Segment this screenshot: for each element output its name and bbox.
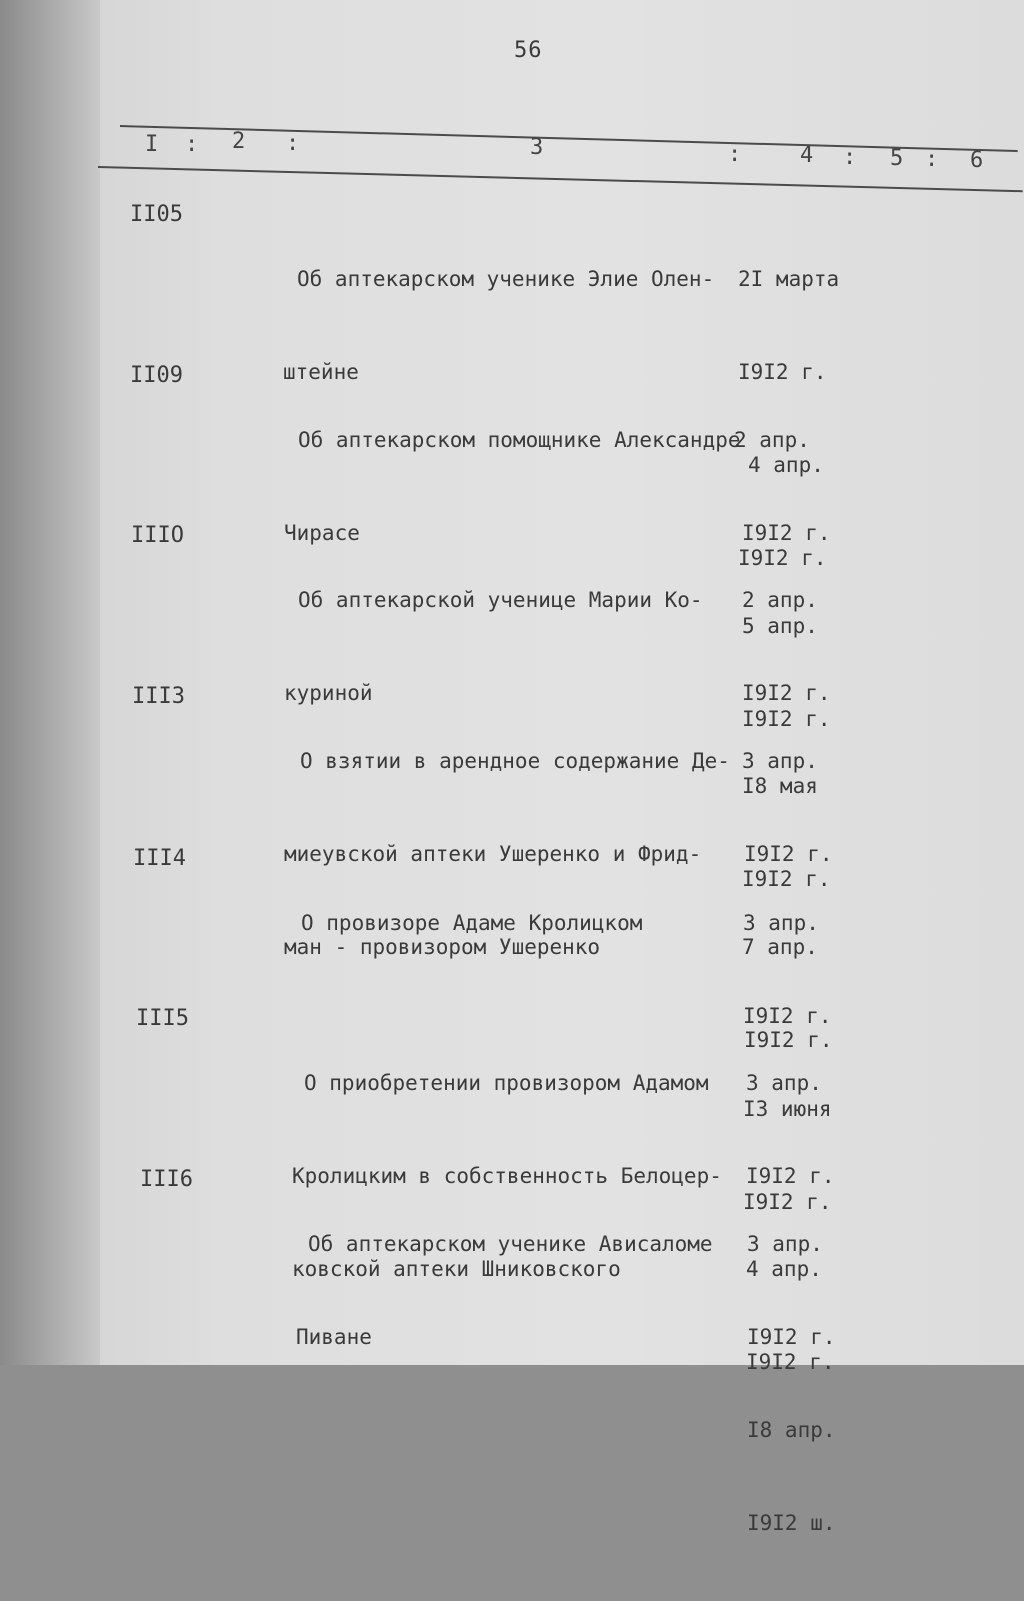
entry-number: II09 <box>130 363 183 388</box>
entry-title-line: Чирасе <box>284 521 360 545</box>
entry-date-line: 7 апр. <box>742 935 818 959</box>
entry-title <box>296 1167 746 1415</box>
page-number: 56 <box>514 38 543 63</box>
column-4-number: 4 <box>800 143 814 168</box>
entry-date-line: I9I2 г. <box>738 360 827 384</box>
column-3-number: 3 <box>530 135 544 160</box>
entry-date-line: I8 апр. <box>747 1418 836 1442</box>
entry-date-line: I9I2 ш. <box>747 1511 836 1535</box>
entry-title-line: О провизоре Адаме Кролицком <box>301 911 643 935</box>
entry-title-line: Кролицким в собственность Белоцер- <box>292 1164 722 1188</box>
book-gutter <box>0 0 100 1365</box>
entry-dates <box>747 1167 836 1601</box>
entry-title-line: О взятии в арендное содержание Де- <box>300 749 730 773</box>
entry-number: III5 <box>136 1006 189 1031</box>
header-top-rule <box>120 125 1018 152</box>
entry-number: III3 <box>132 684 185 709</box>
entry-date-line: 2 апр. <box>742 588 818 612</box>
entry-date-line: I9I2 г. <box>742 521 831 545</box>
entry-title-line: миеувской аптеки Ушеренко и Фрид- <box>284 842 702 866</box>
entry-date-line: I9I2 г. <box>744 1028 833 1052</box>
entry-date-line: I3 июня <box>743 1097 832 1121</box>
entry-date-line: 4 апр. <box>748 453 824 477</box>
entry-date-line: 2 апр. <box>734 428 810 452</box>
entry-title-line: Об аптекарском ученике Элие Олен- <box>297 267 715 291</box>
entry-date-line: I9I2 г. <box>742 707 831 731</box>
entry-title-line: О приобретении провизором Адамом <box>304 1071 709 1095</box>
entry-title-line: Об аптекарском помощнике Александре <box>298 428 741 452</box>
entry-date-line: I8 мая <box>742 774 818 798</box>
header-bottom-rule <box>98 166 1023 192</box>
column-6-number: 6 <box>970 148 984 173</box>
column-1-number: I <box>145 132 159 157</box>
column-separator: : <box>843 145 857 170</box>
entry-date-line: I9I2 г. <box>743 1004 832 1028</box>
entry-title-line: ковской аптеки Шниковского <box>292 1257 621 1281</box>
entry-date-line: I9I2 г. <box>743 1190 832 1214</box>
column-separator: : <box>286 131 300 156</box>
entry-date-line: 3 апр. <box>746 1071 822 1095</box>
column-separator: : <box>185 132 199 157</box>
entry-number: II05 <box>130 202 183 227</box>
entry-date-line: 3 апр. <box>742 749 818 773</box>
entry-title-line: Об аптекарской ученице Марии Ко- <box>298 588 703 612</box>
column-separator: : <box>925 147 939 172</box>
entry-number: III4 <box>133 846 186 871</box>
entry-date-line: I9I2 г. <box>746 1350 835 1374</box>
entry-date-line: 2I марта <box>738 267 840 291</box>
entry-title-line: штейне <box>283 360 359 384</box>
column-5-number: 5 <box>890 146 904 171</box>
entry-date-line: I9I2 г. <box>746 1164 835 1188</box>
entry-date-line: I9I2 г. <box>742 867 831 891</box>
entry-title-line: Об аптекарском ученике Ависаломе <box>308 1232 713 1256</box>
entry-title-line: ман - провизором Ушеренко <box>284 935 601 959</box>
entry-title <box>301 846 721 1001</box>
entry-date-line: 3 апр. <box>747 1232 823 1256</box>
entry-date-line: 3 апр. <box>743 911 819 935</box>
entry-number: IIIO <box>131 523 184 548</box>
entry-date-line: I9I2 г. <box>744 842 833 866</box>
entry-number: III6 <box>140 1167 193 1192</box>
entry-date-line: 5 апр. <box>742 614 818 638</box>
entry-title-line: Пиване <box>296 1325 372 1349</box>
column-2-number: 2 <box>232 129 246 154</box>
entry-date-line: I9I2 г. <box>738 546 827 570</box>
entry-date-line: I9I2 г. <box>747 1325 836 1349</box>
column-separator: : <box>728 142 742 167</box>
entry-date-line: 4 апр. <box>746 1257 822 1281</box>
entry-title-line: куриной <box>284 681 373 705</box>
entry-date-line: I9I2 г. <box>742 681 831 705</box>
